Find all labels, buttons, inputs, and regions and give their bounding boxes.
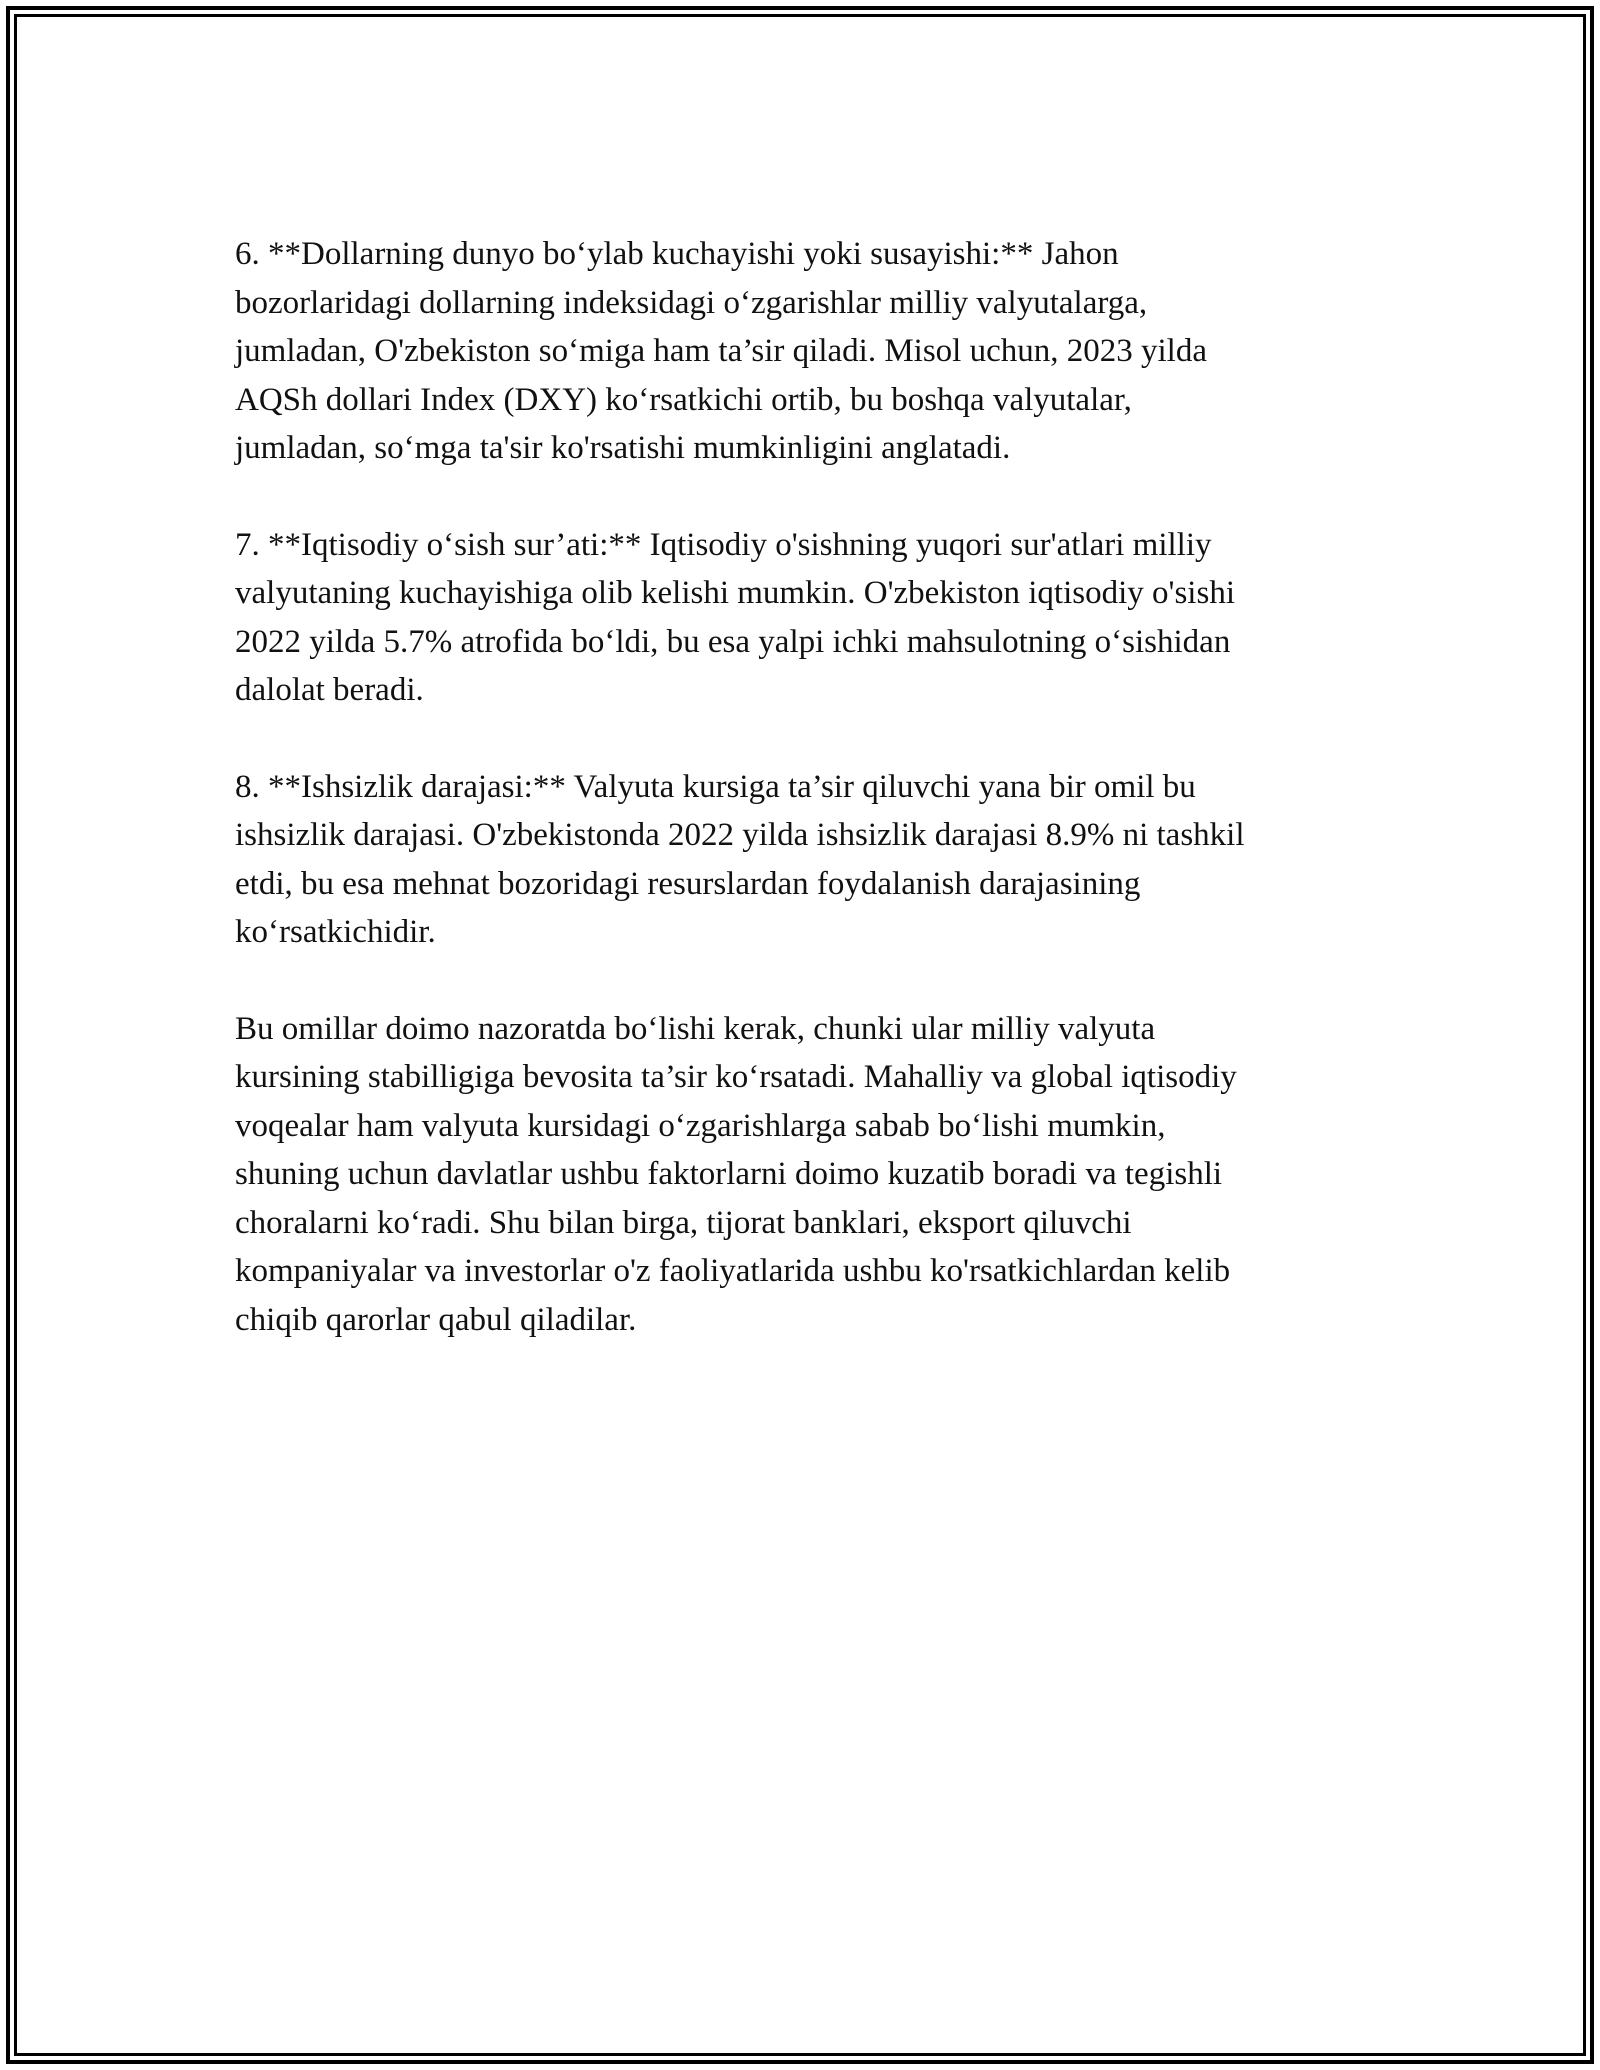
paragraph-economic-growth: 7. **Iqtisodiy o‘sish sur’ati:** Iqtisodiy o'sishning yuqori sur'atlari milliy valyutaning kuchayishiga olib kelishi mumkin. O'zbekiston iqtisodiy o'sishi 2022 yilda 5.7% atrofida bo‘ldi, bu esa yalpi ichki mahsulotning o‘sishidan dalolat beradi. xyxy=(235,526,1235,708)
paragraph-dollar-strength: 6. **Dollarning dunyo bo‘ylab kuchayishi yoki susayishi:** Jahon bozorlaridagi dollarning indeksidagi o‘zgarishlar milliy valyutalarga, jumladan, O'zbekiston so‘miga ham ta’sir qiladi. Misol uchun, 2023 yilda AQSh dollari Index (DXY) ko‘rsatkichi ortib, bu boshqa valyutalar, jumladan, so‘mga ta'sir ko'rsatishi mumkinligini anglatadi. xyxy=(235,236,1207,466)
paragraph-conclusion: Bu omillar doimo nazoratda bo‘lishi kerak, chunki ular milliy valyuta kursining stabilligiga bevosita ta’sir ko‘rsatadi. Mahalliy va global iqtisodiy voqealar ham valyuta kursidagi o‘zgarishlarga sabab bo‘lishi mumkin, shuning uchun davlatlar ushbu faktorlarni doimo kuzatib boradi va tegishli choralarni ko‘radi. Shu bilan birga, tijorat banklari, eksport qiluvchi kompaniyalar va investorlar o'z faoliyatlarida ushbu ko'rsatkichlardan kelib chiqib qarorlar qabul qiladilar. xyxy=(235,1010,1237,1338)
paragraph-unemployment: 8. **Ishsizlik darajasi:** Valyuta kursiga ta’sir qiluvchi yana bir omil bu ishsizlik darajasi. O'zbekistonda 2022 yilda ishsizlik darajasi 8.9% ni tashkil etdi, bu esa mehnat bozoridagi resurslardan foydalanish darajasining ko‘rsatkichidir. xyxy=(235,768,1245,950)
document-body xyxy=(235,230,1365,1392)
